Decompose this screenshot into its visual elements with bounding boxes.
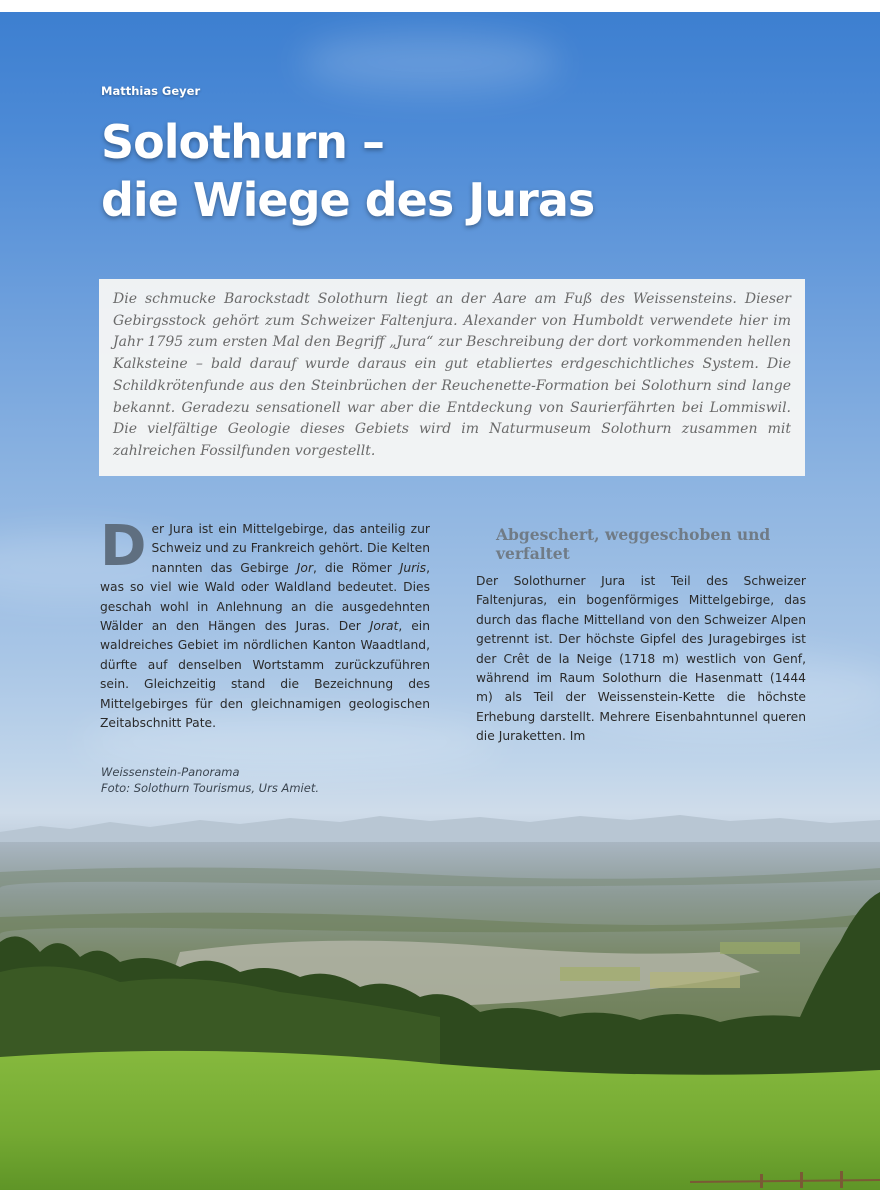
title-line-1: Solothurn – [101, 115, 385, 169]
body-text: , was so viel wie Wald oder Waldland bedeutet. Dies geschah wohl in Anlehnung an die ausgedehnten Wälder an den Hängen des Juras. Der [100, 560, 430, 634]
article-title [101, 113, 594, 229]
magazine-page [0, 12, 880, 1190]
body-text: Der Solothurner Jura ist Teil des Schweizer Faltenjuras, ein bogenförmiges Mittelgebirge, das durch das flache Mittelland von den Schweizer Alpen getrennt ist. Der höchste Gipfel des Juragebirges ist der Crêt de la Neige (1718 m) westlich von Genf, während im Raum Solothurn die Hasenmatt (1444 m) als Teil der Weissenstein-Kette die höchste Erhebung darstellt. Mehrere Eisenbahntunnel queren die Juraketten. Im [476, 574, 806, 744]
author-name: Matthias Geyer [101, 84, 201, 98]
intro-box [99, 279, 805, 476]
weissenstein-panorama-photo [0, 802, 880, 1190]
caption-credit: Foto: Solothurn Tourismus, Urs Amiet. [101, 781, 319, 795]
body-text: er Jura ist ein Mittelgebirge, das anteilig zur Schweiz und zu Frankreich gehört. Die Kelten nannten das Gebirge [151, 522, 430, 575]
drop-cap: D [100, 514, 147, 579]
body-column-right [476, 520, 806, 747]
term-juris: Juris [399, 560, 427, 575]
term-jorat: Jorat [369, 619, 399, 634]
intro-text: Die schmucke Barockstadt Solothurn liegt an der Aare am Fuß des Weissensteins. Dieser Gebirgsstock gehört zum Schweizer Faltenjura. Alexander von Humboldt verwendete hier im Jahr 1795 zum ersten Mal den Begriff „Jura“ zur Beschreibung der dort vorkommenden hellen Kalksteine – bald darauf wurde daraus ein gut etabliertes erdgeschichtliches System. Die Schildkrötenfunde aus den Steinbrüchen der Reuchenette-Formation bei Solothurn sind lange bekannt. Geradezu sensationell war aber die Entdeckung von Saurierfährten bei Lommiswil. Die vielfältige Geologie dieses Gebiets wird im Naturmuseum Solothurn zusammen mit zahlreichen Fossilfunden vorgestellt. [113, 291, 791, 459]
term-jor: Jor [296, 560, 314, 575]
body-text: , die Römer [313, 560, 400, 575]
title-line-2: die Wiege des Juras [101, 173, 595, 227]
photo-caption [101, 764, 319, 796]
cloud [300, 32, 560, 92]
body-text: , ein waldreiches Gebiet im nördlichen Kanton Waadtland, dürfte auf denselben Wortstamm zurückzuführen sein. Gleichzeitig stand die Bezeichnung des Mittelgebirges für den gleichnamigen geologischen Zeitabschnitt Pate. [100, 619, 431, 731]
caption-title: Weissenstein-Panorama [101, 765, 240, 779]
section-heading: Abgeschert, weggeschoben und verfaltet [496, 525, 771, 563]
body-column-left [100, 514, 431, 733]
